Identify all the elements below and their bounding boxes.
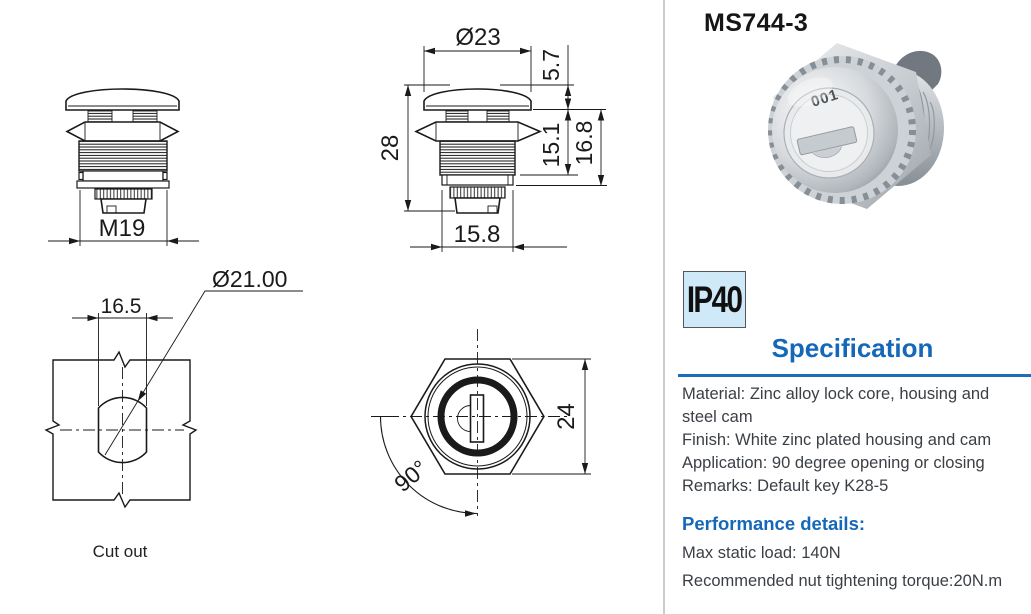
- dim-body-length-washer: 16.8: [571, 120, 597, 166]
- performance-list: [682, 540, 1028, 595]
- cap-dome: [66, 89, 179, 110]
- hex-nut: [67, 122, 178, 141]
- cap-dome: [424, 89, 531, 110]
- dim-hole-diameter: Ø21.00: [212, 266, 288, 292]
- threaded-body: [440, 141, 515, 175]
- dim-base-width: 15.8: [453, 221, 501, 248]
- threaded-body: [79, 141, 167, 171]
- panel-divider: [663, 0, 665, 614]
- specification-title: Specification: [771, 333, 934, 363]
- dim-head-diameter: Ø23: [455, 24, 501, 51]
- perf-line-max-load: Max static load: 140N: [682, 544, 841, 562]
- serrated-washer: [450, 187, 505, 198]
- spec-line-material: Material: Zinc alloy lock core, housing and steel cam: [682, 385, 990, 426]
- ip-rating-label: IP40: [687, 278, 742, 320]
- spec-line-application: Application: 90 degree opening or closing: [682, 454, 985, 472]
- dim-rotation-angle: 90°: [389, 454, 433, 498]
- dim-across-flats: 24: [553, 403, 580, 430]
- performance-title: Performance details:: [682, 513, 866, 534]
- serrated-washer: [95, 189, 152, 199]
- cutout-view: [46, 266, 303, 561]
- dim-flat-width: 16.5: [100, 295, 142, 318]
- cutout-caption: Cut out: [92, 542, 148, 561]
- product-photo: [750, 40, 950, 218]
- product-model-title: MS744-3: [704, 9, 809, 37]
- dim-body-length: 15.1: [538, 122, 564, 168]
- dim-head-height: 5.7: [538, 49, 564, 81]
- front-view: [48, 89, 199, 246]
- hex-nut: [416, 122, 540, 141]
- ip-rating-badge: [683, 271, 746, 328]
- keyway: [471, 395, 484, 442]
- perf-line-torque: Recommended nut tightening torque:20N.m: [682, 571, 1003, 590]
- spring-section: [88, 111, 112, 122]
- dim-thread-size: M19: [98, 215, 146, 242]
- spec-line-remarks: Remarks: Default key K28-5: [682, 477, 889, 495]
- dim-total-height: 28: [377, 134, 404, 162]
- specification-list: [682, 383, 1028, 498]
- top-view: [371, 329, 591, 517]
- key-number-label: 001: [808, 85, 841, 111]
- spec-line-finish: Finish: White zinc plated housing and cam: [682, 431, 992, 449]
- cam-nut: [455, 198, 500, 213]
- side-view: [377, 24, 607, 252]
- specification-underline: [678, 374, 1031, 377]
